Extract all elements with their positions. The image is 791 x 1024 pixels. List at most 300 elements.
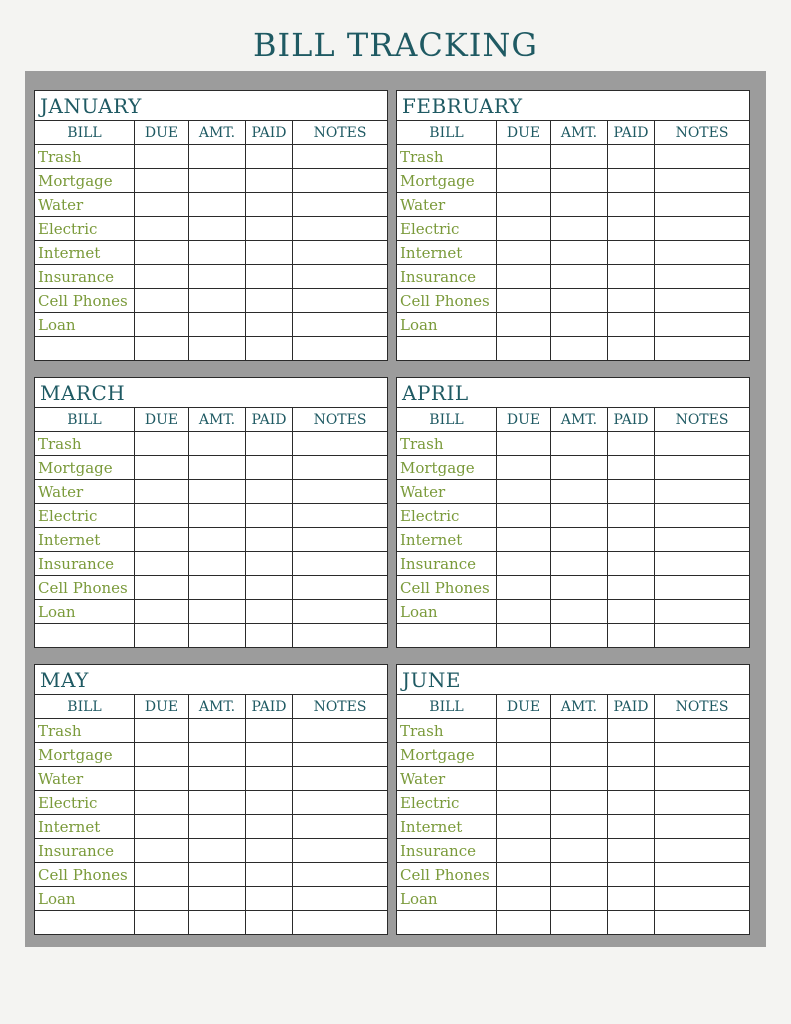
bill-name: Loan: [397, 313, 497, 337]
bill-name: Insurance: [397, 552, 497, 576]
entry-cell-amt[interactable]: [551, 241, 608, 265]
entry-cell-due[interactable]: [135, 528, 189, 552]
table-row: [397, 337, 750, 361]
entry-cell-amt[interactable]: [189, 743, 246, 767]
bill-name: Trash: [397, 145, 497, 169]
entry-cell-due[interactable]: [135, 624, 189, 648]
entry-cell-paid[interactable]: [246, 624, 293, 648]
entry-cell-due[interactable]: [497, 767, 551, 791]
entry-cell-paid[interactable]: [608, 815, 655, 839]
entry-cell-notes[interactable]: [655, 265, 750, 289]
entry-cell-due[interactable]: [135, 791, 189, 815]
entry-cell-paid[interactable]: [608, 241, 655, 265]
entry-cell-due[interactable]: [497, 839, 551, 863]
table-row: [35, 193, 388, 217]
entry-cell-amt[interactable]: [189, 480, 246, 504]
entry-cell-paid[interactable]: [608, 504, 655, 528]
entry-cell-notes[interactable]: [655, 791, 750, 815]
bill-name: Electric: [397, 504, 497, 528]
entry-cell-due[interactable]: [497, 480, 551, 504]
entry-cell-amt[interactable]: [551, 528, 608, 552]
entry-cell-amt[interactable]: [189, 456, 246, 480]
entry-cell-paid[interactable]: [246, 767, 293, 791]
entry-cell-notes[interactable]: [655, 313, 750, 337]
entry-cell-amt[interactable]: [551, 743, 608, 767]
entry-cell-due[interactable]: [497, 217, 551, 241]
bill-name: Mortgage: [35, 169, 135, 193]
entry-cell-paid[interactable]: [246, 719, 293, 743]
column-header-notes: NOTES: [655, 408, 750, 432]
entry-cell-amt[interactable]: [551, 504, 608, 528]
entry-cell-due[interactable]: [497, 145, 551, 169]
entry-cell-notes[interactable]: [293, 313, 388, 337]
table-row: [397, 504, 750, 528]
table-row: [35, 528, 388, 552]
entry-cell-notes[interactable]: [655, 624, 750, 648]
entry-cell-paid[interactable]: [608, 145, 655, 169]
column-header-due: DUE: [135, 408, 189, 432]
entry-cell-notes[interactable]: [655, 600, 750, 624]
table-row: [35, 767, 388, 791]
entry-cell-due[interactable]: [497, 791, 551, 815]
entry-cell-notes[interactable]: [655, 911, 750, 935]
entry-cell-paid[interactable]: [608, 313, 655, 337]
table-row: [397, 791, 750, 815]
bill-name: Loan: [397, 887, 497, 911]
bill-name: [397, 911, 497, 935]
entry-cell-amt[interactable]: [189, 791, 246, 815]
entry-cell-due[interactable]: [135, 911, 189, 935]
entry-cell-due[interactable]: [497, 911, 551, 935]
entry-cell-notes[interactable]: [293, 600, 388, 624]
entry-cell-due[interactable]: [497, 241, 551, 265]
entry-cell-amt[interactable]: [189, 432, 246, 456]
entry-cell-paid[interactable]: [608, 480, 655, 504]
bill-name: Loan: [397, 600, 497, 624]
column-header-notes: NOTES: [655, 121, 750, 145]
entry-cell-due[interactable]: [135, 313, 189, 337]
entry-cell-paid[interactable]: [608, 576, 655, 600]
entry-cell-notes[interactable]: [293, 169, 388, 193]
entry-cell-due[interactable]: [135, 193, 189, 217]
table-row: [397, 743, 750, 767]
column-header-bill: BILL: [397, 695, 497, 719]
entry-cell-notes[interactable]: [293, 719, 388, 743]
entry-cell-notes[interactable]: [655, 528, 750, 552]
table-row: [397, 911, 750, 935]
entry-cell-due[interactable]: [135, 241, 189, 265]
entry-cell-amt[interactable]: [551, 456, 608, 480]
entry-cell-paid[interactable]: [608, 193, 655, 217]
entry-cell-amt[interactable]: [551, 791, 608, 815]
entry-cell-due[interactable]: [135, 576, 189, 600]
entry-cell-due[interactable]: [497, 576, 551, 600]
entry-cell-paid[interactable]: [608, 337, 655, 361]
entry-cell-paid[interactable]: [608, 456, 655, 480]
entry-cell-notes[interactable]: [655, 576, 750, 600]
month-table-april: [396, 377, 750, 648]
entry-cell-paid[interactable]: [246, 552, 293, 576]
entry-cell-amt[interactable]: [189, 217, 246, 241]
entry-cell-due[interactable]: [497, 719, 551, 743]
entry-cell-notes[interactable]: [293, 337, 388, 361]
entry-cell-paid[interactable]: [608, 528, 655, 552]
entry-cell-amt[interactable]: [189, 528, 246, 552]
entry-cell-amt[interactable]: [551, 217, 608, 241]
entry-cell-notes[interactable]: [655, 552, 750, 576]
entry-cell-due[interactable]: [497, 815, 551, 839]
entry-cell-amt[interactable]: [551, 552, 608, 576]
entry-cell-amt[interactable]: [189, 552, 246, 576]
entry-cell-amt[interactable]: [189, 504, 246, 528]
entry-cell-notes[interactable]: [655, 863, 750, 887]
entry-cell-amt[interactable]: [551, 576, 608, 600]
entry-cell-paid[interactable]: [246, 528, 293, 552]
entry-cell-paid[interactable]: [246, 863, 293, 887]
table-row: [397, 552, 750, 576]
bill-name: Mortgage: [397, 169, 497, 193]
table-row: [397, 456, 750, 480]
month-table-june: [396, 664, 750, 935]
bill-name: [397, 337, 497, 361]
entry-cell-paid[interactable]: [246, 241, 293, 265]
entry-cell-paid[interactable]: [246, 456, 293, 480]
entry-cell-notes[interactable]: [655, 839, 750, 863]
entry-cell-notes[interactable]: [655, 289, 750, 313]
column-header-paid: PAID: [246, 121, 293, 145]
bill-name: Trash: [397, 719, 497, 743]
entry-cell-notes[interactable]: [655, 815, 750, 839]
entry-cell-paid[interactable]: [246, 217, 293, 241]
entry-cell-notes[interactable]: [293, 743, 388, 767]
entry-cell-due[interactable]: [135, 217, 189, 241]
entry-cell-amt[interactable]: [551, 839, 608, 863]
entry-cell-amt[interactable]: [189, 145, 246, 169]
entry-cell-due[interactable]: [497, 265, 551, 289]
entry-cell-due[interactable]: [497, 313, 551, 337]
table-row: [397, 313, 750, 337]
entry-cell-paid[interactable]: [608, 624, 655, 648]
entry-cell-notes[interactable]: [655, 887, 750, 911]
entry-cell-notes[interactable]: [293, 576, 388, 600]
entry-cell-paid[interactable]: [246, 169, 293, 193]
entry-cell-paid[interactable]: [608, 169, 655, 193]
table-row: [35, 576, 388, 600]
entry-cell-notes[interactable]: [293, 193, 388, 217]
table-row: [397, 241, 750, 265]
entry-cell-notes[interactable]: [293, 289, 388, 313]
entry-cell-amt[interactable]: [551, 600, 608, 624]
entry-cell-due[interactable]: [497, 600, 551, 624]
table-row: [35, 241, 388, 265]
entry-cell-amt[interactable]: [189, 241, 246, 265]
entry-cell-notes[interactable]: [655, 241, 750, 265]
entry-cell-paid[interactable]: [608, 743, 655, 767]
column-header-amt: AMT.: [551, 121, 608, 145]
entry-cell-paid[interactable]: [608, 289, 655, 313]
entry-cell-amt[interactable]: [189, 576, 246, 600]
table-row: [35, 911, 388, 935]
entry-cell-due[interactable]: [135, 887, 189, 911]
bill-name: Trash: [35, 432, 135, 456]
entry-cell-amt[interactable]: [551, 145, 608, 169]
entry-cell-due[interactable]: [497, 289, 551, 313]
entry-cell-notes[interactable]: [655, 456, 750, 480]
entry-cell-amt[interactable]: [551, 767, 608, 791]
entry-cell-paid[interactable]: [608, 552, 655, 576]
entry-cell-paid[interactable]: [246, 743, 293, 767]
entry-cell-paid[interactable]: [608, 217, 655, 241]
entry-cell-due[interactable]: [135, 456, 189, 480]
column-header-due: DUE: [497, 695, 551, 719]
entry-cell-paid[interactable]: [246, 839, 293, 863]
entry-cell-notes[interactable]: [655, 193, 750, 217]
entry-cell-due[interactable]: [497, 456, 551, 480]
table-row: [397, 576, 750, 600]
entry-cell-notes[interactable]: [293, 480, 388, 504]
entry-cell-paid[interactable]: [608, 839, 655, 863]
bill-name: Cell Phones: [397, 576, 497, 600]
entry-cell-amt[interactable]: [189, 169, 246, 193]
entry-cell-due[interactable]: [497, 169, 551, 193]
bill-name: Electric: [397, 217, 497, 241]
table-row: [35, 289, 388, 313]
entry-cell-due[interactable]: [135, 863, 189, 887]
entry-cell-paid[interactable]: [246, 337, 293, 361]
table-row: [35, 600, 388, 624]
entry-cell-notes[interactable]: [293, 504, 388, 528]
entry-cell-amt[interactable]: [551, 193, 608, 217]
entry-cell-amt[interactable]: [189, 815, 246, 839]
entry-cell-amt[interactable]: [551, 863, 608, 887]
entry-cell-due[interactable]: [497, 193, 551, 217]
entry-cell-due[interactable]: [135, 815, 189, 839]
bill-name: Trash: [35, 145, 135, 169]
column-header-bill: BILL: [397, 121, 497, 145]
entry-cell-due[interactable]: [497, 552, 551, 576]
entry-cell-notes[interactable]: [655, 719, 750, 743]
bill-name: Loan: [35, 600, 135, 624]
entry-cell-amt[interactable]: [189, 911, 246, 935]
entry-cell-amt[interactable]: [551, 313, 608, 337]
page-title: BILL TRACKING: [253, 26, 538, 64]
entry-cell-amt[interactable]: [189, 337, 246, 361]
entry-cell-due[interactable]: [135, 552, 189, 576]
entry-cell-due[interactable]: [497, 887, 551, 911]
entry-cell-due[interactable]: [135, 289, 189, 313]
column-header-amt: AMT.: [189, 408, 246, 432]
column-header-bill: BILL: [397, 408, 497, 432]
entry-cell-amt[interactable]: [189, 313, 246, 337]
bill-name: Insurance: [397, 265, 497, 289]
entry-cell-paid[interactable]: [246, 887, 293, 911]
month-table-february: [396, 90, 750, 361]
entry-cell-paid[interactable]: [246, 289, 293, 313]
entry-cell-paid[interactable]: [608, 887, 655, 911]
entry-cell-amt[interactable]: [551, 887, 608, 911]
table-row: [35, 863, 388, 887]
bill-name: Cell Phones: [397, 863, 497, 887]
entry-cell-notes[interactable]: [655, 480, 750, 504]
bill-name: Cell Phones: [397, 289, 497, 313]
entry-cell-paid[interactable]: [246, 480, 293, 504]
entry-cell-paid[interactable]: [608, 767, 655, 791]
entry-cell-notes[interactable]: [293, 863, 388, 887]
entry-cell-amt[interactable]: [189, 193, 246, 217]
entry-cell-due[interactable]: [497, 528, 551, 552]
entry-cell-due[interactable]: [135, 600, 189, 624]
entry-cell-amt[interactable]: [189, 289, 246, 313]
entry-cell-paid[interactable]: [608, 791, 655, 815]
entry-cell-amt[interactable]: [551, 432, 608, 456]
entry-cell-paid[interactable]: [246, 576, 293, 600]
table-row: [35, 624, 388, 648]
entry-cell-paid[interactable]: [246, 313, 293, 337]
entry-cell-notes[interactable]: [293, 241, 388, 265]
entry-cell-due[interactable]: [135, 169, 189, 193]
entry-cell-paid[interactable]: [246, 432, 293, 456]
entry-cell-notes[interactable]: [293, 624, 388, 648]
entry-cell-amt[interactable]: [189, 600, 246, 624]
entry-cell-paid[interactable]: [246, 815, 293, 839]
entry-cell-notes[interactable]: [293, 887, 388, 911]
bill-name: Loan: [35, 887, 135, 911]
entry-cell-notes[interactable]: [293, 456, 388, 480]
entry-cell-amt[interactable]: [551, 911, 608, 935]
bill-name: [35, 337, 135, 361]
entry-cell-due[interactable]: [135, 145, 189, 169]
entry-cell-due[interactable]: [497, 863, 551, 887]
entry-cell-notes[interactable]: [293, 528, 388, 552]
column-header-paid: PAID: [608, 408, 655, 432]
bill-name: Water: [397, 193, 497, 217]
table-row: [397, 863, 750, 887]
entry-cell-notes[interactable]: [655, 337, 750, 361]
entry-cell-amt[interactable]: [189, 265, 246, 289]
entry-cell-due[interactable]: [497, 624, 551, 648]
entry-cell-paid[interactable]: [608, 600, 655, 624]
entry-cell-due[interactable]: [135, 504, 189, 528]
table-row: [35, 504, 388, 528]
entry-cell-paid[interactable]: [608, 719, 655, 743]
entry-cell-amt[interactable]: [551, 815, 608, 839]
bill-name: Insurance: [397, 839, 497, 863]
entry-cell-amt[interactable]: [551, 719, 608, 743]
entry-cell-paid[interactable]: [246, 504, 293, 528]
bill-name: Internet: [35, 528, 135, 552]
bill-name: Mortgage: [397, 456, 497, 480]
entry-cell-due[interactable]: [135, 719, 189, 743]
entry-cell-due[interactable]: [135, 767, 189, 791]
entry-cell-amt[interactable]: [189, 719, 246, 743]
entry-cell-notes[interactable]: [293, 217, 388, 241]
bill-name: [35, 624, 135, 648]
entry-cell-due[interactable]: [497, 504, 551, 528]
column-header-due: DUE: [135, 695, 189, 719]
table-row: [397, 528, 750, 552]
entry-cell-amt[interactable]: [551, 169, 608, 193]
entry-cell-notes[interactable]: [293, 791, 388, 815]
entry-cell-paid[interactable]: [608, 863, 655, 887]
entry-cell-paid[interactable]: [246, 193, 293, 217]
entry-cell-notes[interactable]: [655, 169, 750, 193]
entry-cell-due[interactable]: [497, 743, 551, 767]
entry-cell-amt[interactable]: [551, 337, 608, 361]
entry-cell-notes[interactable]: [655, 767, 750, 791]
table-row: [35, 169, 388, 193]
bill-name: Mortgage: [35, 743, 135, 767]
entry-cell-due[interactable]: [135, 265, 189, 289]
entry-cell-amt[interactable]: [189, 863, 246, 887]
entry-cell-amt[interactable]: [189, 887, 246, 911]
table-row: [35, 217, 388, 241]
entry-cell-paid[interactable]: [608, 911, 655, 935]
entry-cell-notes[interactable]: [293, 432, 388, 456]
bill-name: Insurance: [35, 552, 135, 576]
entry-cell-amt[interactable]: [189, 767, 246, 791]
entry-cell-due[interactable]: [135, 839, 189, 863]
table-row: [35, 145, 388, 169]
entry-cell-notes[interactable]: [655, 743, 750, 767]
entry-cell-amt[interactable]: [189, 624, 246, 648]
entry-cell-due[interactable]: [135, 743, 189, 767]
bill-name: Water: [397, 480, 497, 504]
entry-cell-amt[interactable]: [551, 480, 608, 504]
entry-cell-notes[interactable]: [655, 217, 750, 241]
entry-cell-amt[interactable]: [551, 289, 608, 313]
column-header-bill: BILL: [35, 695, 135, 719]
entry-cell-notes[interactable]: [293, 839, 388, 863]
entry-cell-paid[interactable]: [246, 145, 293, 169]
entry-cell-paid[interactable]: [246, 265, 293, 289]
entry-cell-paid[interactable]: [608, 432, 655, 456]
entry-cell-paid[interactable]: [246, 791, 293, 815]
entry-cell-notes[interactable]: [655, 145, 750, 169]
table-row: [397, 169, 750, 193]
entry-cell-notes[interactable]: [293, 145, 388, 169]
entry-cell-notes[interactable]: [293, 265, 388, 289]
table-row: [35, 456, 388, 480]
bill-name: Insurance: [35, 839, 135, 863]
entry-cell-notes[interactable]: [655, 432, 750, 456]
entry-cell-due[interactable]: [135, 337, 189, 361]
column-header-notes: NOTES: [655, 695, 750, 719]
entry-cell-due[interactable]: [135, 480, 189, 504]
table-row: [35, 313, 388, 337]
bill-name: Trash: [35, 719, 135, 743]
entry-cell-paid[interactable]: [608, 265, 655, 289]
table-row: [397, 480, 750, 504]
entry-cell-amt[interactable]: [551, 624, 608, 648]
entry-cell-notes[interactable]: [293, 815, 388, 839]
entry-cell-amt[interactable]: [551, 265, 608, 289]
entry-cell-due[interactable]: [497, 432, 551, 456]
entry-cell-due[interactable]: [497, 337, 551, 361]
table-row: [397, 217, 750, 241]
table-row: [35, 265, 388, 289]
entry-cell-paid[interactable]: [246, 911, 293, 935]
table-row: [397, 193, 750, 217]
entry-cell-notes[interactable]: [293, 552, 388, 576]
entry-cell-paid[interactable]: [246, 600, 293, 624]
bill-name: Internet: [35, 815, 135, 839]
entry-cell-notes[interactable]: [293, 767, 388, 791]
entry-cell-notes[interactable]: [655, 504, 750, 528]
entry-cell-amt[interactable]: [189, 839, 246, 863]
entry-cell-notes[interactable]: [293, 911, 388, 935]
table-row: [35, 815, 388, 839]
entry-cell-due[interactable]: [135, 432, 189, 456]
